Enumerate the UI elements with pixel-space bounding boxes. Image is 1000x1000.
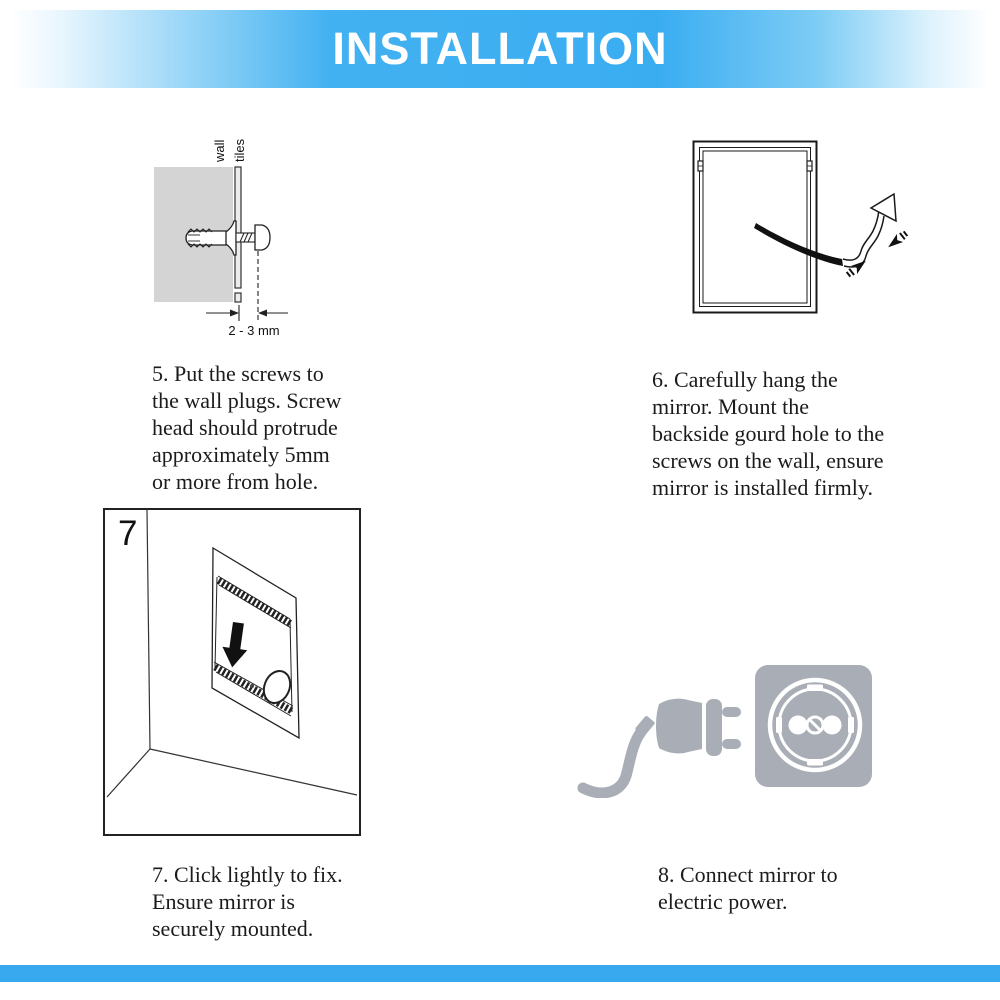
caption-step7 <box>152 861 343 942</box>
wall-label: wall <box>212 139 227 162</box>
sensor-dot <box>250 684 254 688</box>
hang-mirror-svg <box>670 128 915 323</box>
caption-line: electric power. <box>658 889 788 914</box>
caption-line: 6. Carefully hang the <box>652 367 838 392</box>
caption-line: backside gourd hole to the <box>652 421 885 446</box>
page-title: INSTALLATION <box>332 23 668 74</box>
caption-line: mirror. Mount the <box>652 394 810 419</box>
tile-layer-lower <box>235 293 241 302</box>
press-arrow-icon <box>885 230 908 251</box>
caption-line: 7. Click lightly to fix. <box>152 862 343 887</box>
caption-line: Ensure mirror is <box>152 889 295 914</box>
power-connection-svg <box>575 648 885 798</box>
caption-step8 <box>658 861 838 915</box>
caption-step6 <box>652 366 884 501</box>
figure-power-connection <box>575 648 885 798</box>
figure-wall-plug-diagram <box>130 125 380 345</box>
caption-line: screws on the wall, ensure <box>652 448 884 473</box>
caption-line: mirror is installed firmly. <box>652 475 873 500</box>
wall-plug-diagram-svg <box>130 125 380 345</box>
socket-hole <box>789 716 808 735</box>
hanging-clip-left <box>698 161 703 171</box>
plug-prong <box>722 739 741 749</box>
caption-line: the wall plugs. Screw <box>152 388 342 413</box>
power-cord <box>583 732 641 793</box>
panel-step7 <box>103 508 361 836</box>
tiles-label: tiles <box>232 138 247 162</box>
caption-line: 8. Connect mirror to <box>658 862 838 887</box>
caption-step5 <box>152 360 341 495</box>
footer-bar <box>0 965 1000 982</box>
power-plug-icon <box>583 699 741 793</box>
caption-line: or more from hole. <box>152 469 319 494</box>
caption-line: head should protrude <box>152 415 338 440</box>
caption-line: securely mounted. <box>152 916 314 941</box>
caption-line: 5. Put the screws to <box>152 361 324 386</box>
mirror-on-wall-svg <box>105 510 359 834</box>
caption-line: approximately 5mm <box>152 442 330 467</box>
panel-number: 7 <box>118 514 138 553</box>
wall-socket-icon <box>755 665 872 787</box>
figure-hang-mirror-diagram <box>670 128 915 323</box>
dimension-label: 2 - 3 mm <box>228 323 280 338</box>
plug-prong <box>722 707 741 717</box>
hanging-clip-right <box>807 161 812 171</box>
header-banner <box>0 10 1000 88</box>
socket-hole <box>823 716 842 735</box>
